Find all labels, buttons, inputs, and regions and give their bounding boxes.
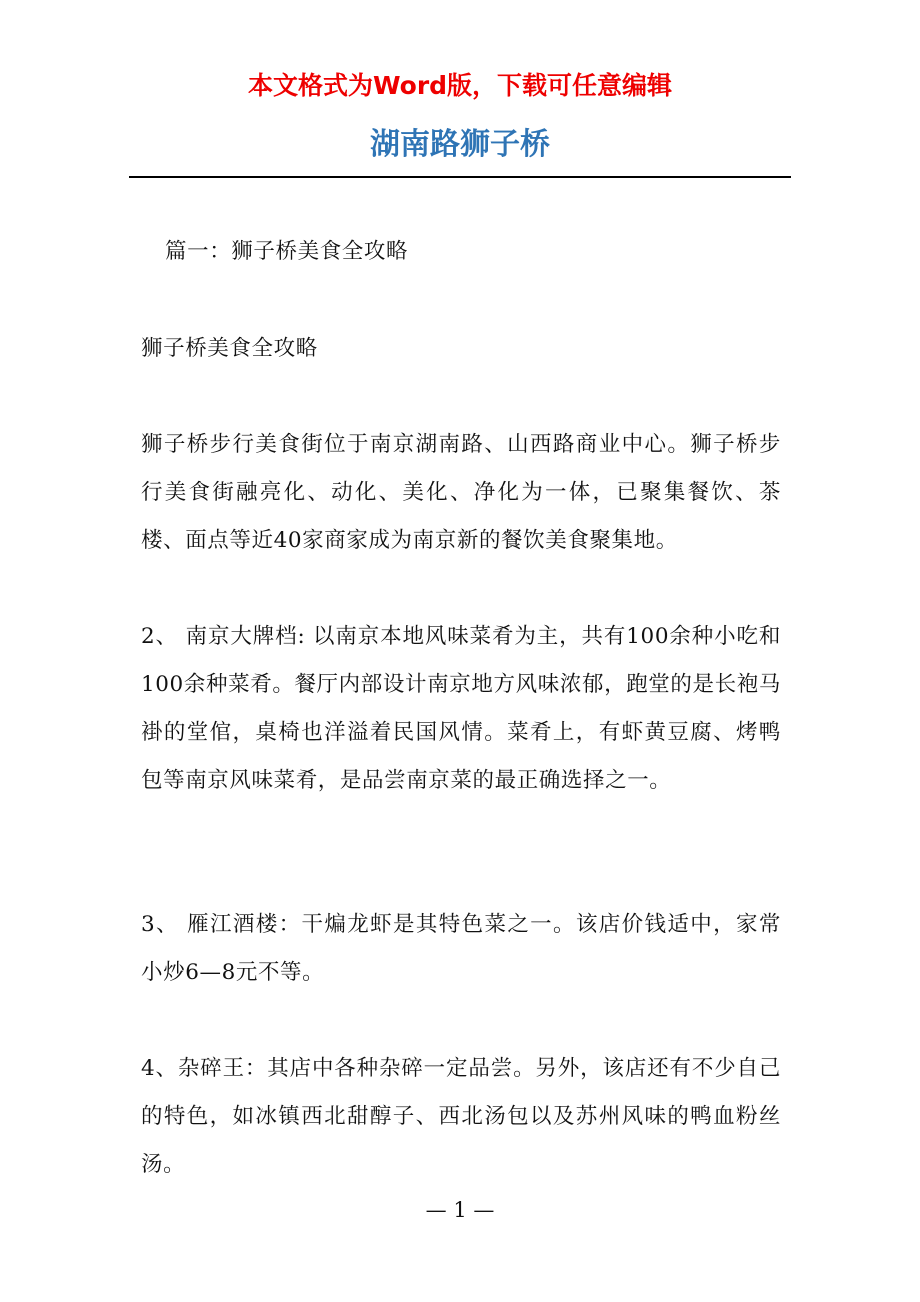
document-title: 湖南路狮子桥 <box>370 127 550 162</box>
paragraph-intro: 狮子桥步行美食街位于南京湖南路、山西路商业中心。狮子桥步行美食街融亮化、动化、美化、净化为一体，已聚集餐饮、茶楼、面点等近40家商家成为南京新的餐饮美食聚集地。 <box>141 432 781 553</box>
section-heading: 狮子桥美食全攻略 <box>141 336 318 361</box>
title-divider <box>129 176 791 178</box>
page-number: — 1 — <box>425 1198 495 1222</box>
paragraph-item-3: 3、 雁江酒楼：干煸龙虾是其特色菜之一。该店价钱适中，家常小炒6—8元不等。 <box>141 912 781 985</box>
chapter-heading: 篇一：狮子桥美食全攻略 <box>165 239 409 264</box>
paragraph-item-2: 2、 南京大牌档: 以南京本地风味菜肴为主，共有100余种小吃和100余种菜肴。餐厅内部设计南京地方风味浓郁，跑堂的是长袍马褂的堂倌，桌椅也洋溢着民国风情。菜肴上，有虾黄豆腐、烤鸭包等南京风味菜肴，是品尝南京菜的最正确选择之一。 <box>141 624 781 793</box>
paragraph-item-4: 4、杂碎王：其店中各种杂碎一定品尝。另外，该店还有不少自己的特色，如冰镇西北甜醇子、西北汤包以及苏州风味的鸭血粉丝汤。 <box>141 1056 781 1177</box>
format-notice: 本文格式为Word版，下载可任意编辑 <box>247 71 673 100</box>
